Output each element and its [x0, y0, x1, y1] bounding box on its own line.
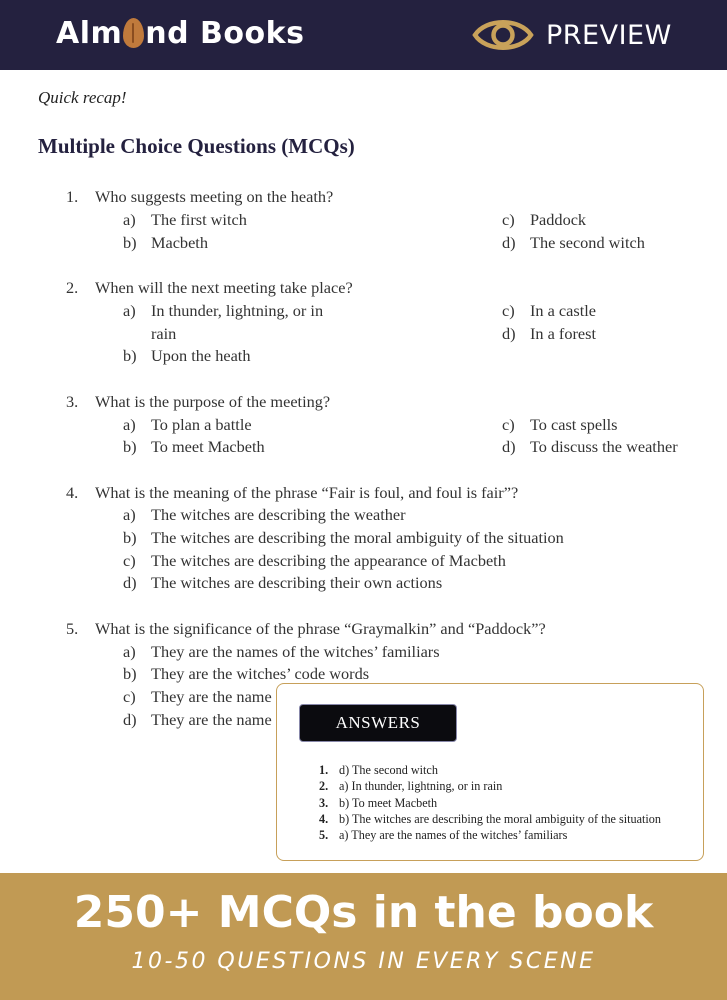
question-text: What is the significance of the phrase “Graymalkin” and “Paddock”?: [95, 619, 546, 638]
option-text: The witches are describing the weather: [151, 505, 406, 524]
option-text: They are the name: [151, 710, 272, 729]
option-letter: d): [123, 573, 137, 592]
option-letter: d): [502, 324, 516, 343]
option-letter: d): [123, 710, 137, 729]
question-number: 2.: [66, 278, 79, 297]
eye-icon: [472, 12, 534, 58]
quick-recap-label: Quick recap!: [38, 88, 127, 107]
option-letter: a): [123, 415, 136, 434]
option-letter: c): [502, 301, 515, 320]
option-letter: b): [123, 664, 137, 683]
promo-headline: 250+ MCQs in the book: [73, 887, 654, 938]
option-letter: b): [123, 437, 137, 456]
option-letter: c): [502, 415, 515, 434]
option-letter: a): [123, 642, 136, 661]
option-letter: a): [123, 301, 136, 320]
option-text: Upon the heath: [151, 346, 251, 365]
promo-footer: [0, 873, 727, 1000]
question-text: What is the purpose of the meeting?: [95, 392, 331, 411]
option-letter: c): [502, 210, 515, 229]
option-text: The second witch: [530, 233, 645, 252]
answer-text: a) They are the names of the witches’ familiars: [339, 828, 568, 843]
option-letter: c): [123, 687, 136, 706]
option-text: Macbeth: [151, 233, 208, 252]
question-text: Who suggests meeting on the heath?: [95, 187, 334, 206]
preview-label: PREVIEW: [546, 19, 672, 51]
page-title: Multiple Choice Questions (MCQs): [38, 134, 355, 158]
answer-text: b) The witches are describing the moral ambiguity of the situation: [339, 811, 661, 826]
option-text: They are the witches’ code words: [151, 664, 370, 683]
answers-panel: [276, 683, 704, 861]
option-text: In a forest: [530, 324, 596, 343]
option-text: To meet Macbeth: [151, 437, 265, 456]
question-number: 5.: [66, 619, 79, 638]
option-letter: b): [123, 233, 137, 252]
option-text: In thunder, lightning, or in: [151, 301, 324, 320]
option-letter: a): [123, 210, 136, 229]
answers-button[interactable]: ANSWERS: [299, 704, 457, 742]
question-text: What is the meaning of the phrase “Fair is foul, and foul is fair”?: [95, 483, 519, 502]
option-2a-continued: rain: [151, 324, 177, 343]
answer-number: 3.: [319, 795, 329, 810]
header-bar: [0, 0, 727, 70]
brand-text-end: nd Books: [145, 16, 305, 51]
option-letter: a): [123, 505, 136, 524]
option-text: The witches are describing their own actions: [151, 573, 443, 592]
option-text: In a castle: [530, 301, 596, 320]
option-letter: b): [123, 528, 137, 547]
question-number: 4.: [66, 483, 79, 502]
brand-text-start: Alm: [56, 16, 123, 51]
answer-text: b) To meet Macbeth: [339, 795, 438, 810]
preview-badge: [472, 12, 672, 58]
question-number: 3.: [66, 392, 79, 411]
option-letter: c): [123, 551, 136, 570]
option-text: They are the name: [151, 687, 272, 706]
question-number: 1.: [66, 187, 79, 206]
answer-number: 2.: [319, 779, 329, 794]
option-text: The witches are describing the appearance of Macbeth: [151, 551, 506, 570]
option-text: To cast spells: [530, 415, 618, 434]
promo-tagline: 10-50 QUESTIONS IN EVERY SCENE: [131, 949, 596, 974]
option-text: The first witch: [151, 210, 247, 229]
answer-number: 4.: [319, 811, 329, 826]
option-letter: d): [502, 233, 516, 252]
almond-icon: [123, 18, 144, 48]
option-text: To plan a battle: [151, 415, 252, 434]
question-text: When will the next meeting take place?: [95, 278, 353, 297]
brand-logo[interactable]: [56, 14, 304, 54]
option-letter: d): [502, 437, 516, 456]
option-text: The witches are describing the moral ambiguity of the situation: [151, 528, 564, 547]
option-letter: b): [123, 346, 137, 365]
option-text: Paddock: [530, 210, 587, 229]
answer-number: 1.: [319, 763, 329, 777]
answer-text: d) The second witch: [339, 763, 438, 777]
option-text: To discuss the weather: [530, 437, 678, 456]
answer-number: 5.: [319, 828, 329, 843]
answer-text: a) In thunder, lightning, or in rain: [339, 779, 503, 794]
option-text: They are the names of the witches’ familiars: [151, 642, 440, 661]
